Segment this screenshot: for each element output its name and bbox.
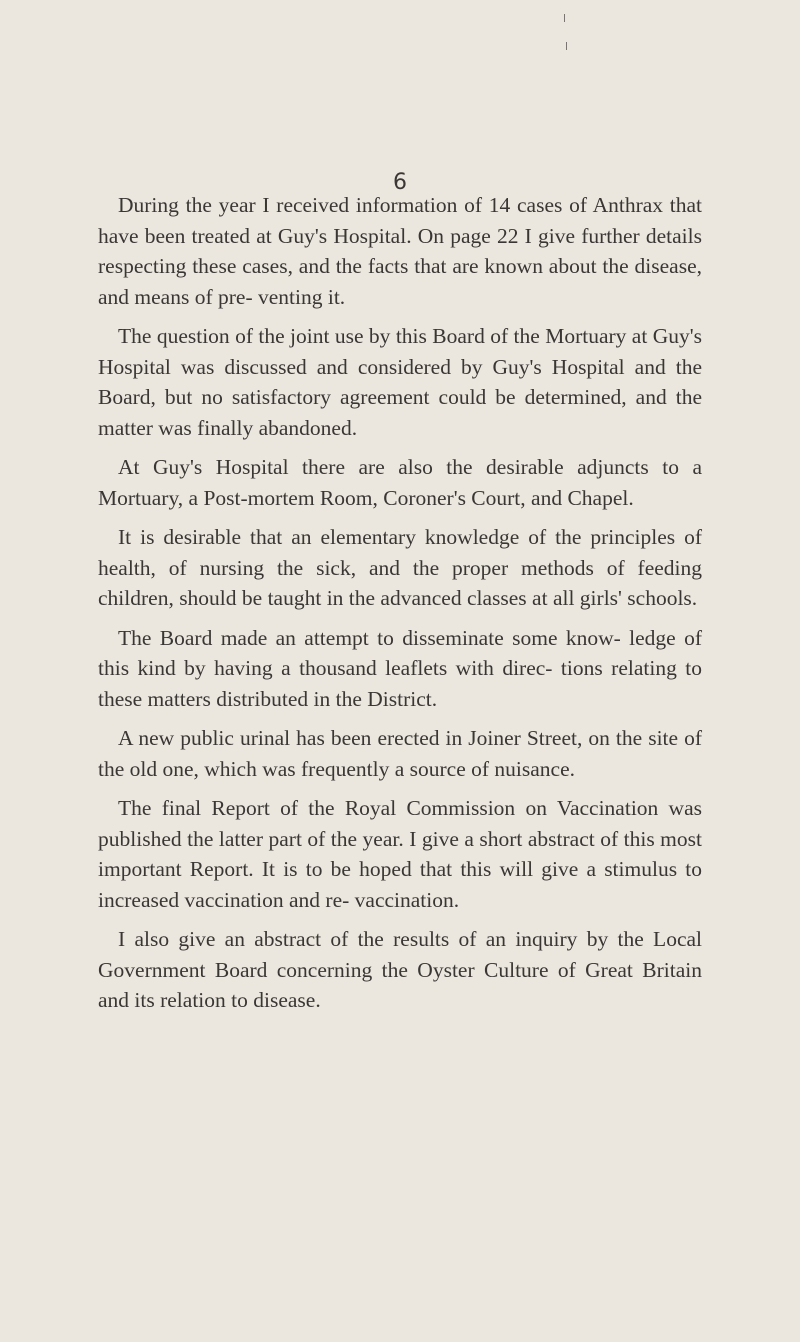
- paragraph-vaccination: The final Report of the Royal Commission on Vaccination was published the latter part of the year. I give a short abstract of this most important Report. It is to be hoped that this will give a stimulus to increased vaccination and re- vaccination.: [98, 796, 702, 912]
- scan-mark: [566, 42, 567, 50]
- paragraph-oyster-culture: I also give an abstract of the results of an inquiry by the Local Government Board concerning the Oyster Culture of Great Britain and its relation to disease.: [98, 927, 702, 1012]
- body-text: [98, 190, 702, 1016]
- paragraph-health-education: It is desirable that an elementary knowledge of the principles of health, of nursing the sick, and the proper methods of feeding children, should be taught in the advanced classes at all girls' schools.: [98, 525, 702, 610]
- paragraph-leaflets: The Board made an attempt to disseminate some know- ledge of this kind by having a thousand leaflets with direc- tions relating to these matters distributed in the District.: [98, 625, 702, 711]
- paragraph-urinal: A new public urinal has been erected in Joiner Street, on the site of the old one, which was frequently a source of nuisance.: [98, 726, 702, 781]
- paragraph-mortuary: The question of the joint use by this Board of the Mortuary at Guy's Hospital was discussed and considered by Guy's Hospital and the Board, but no satisfactory agreement could be determined, and the matter was finally abandoned.: [98, 324, 702, 440]
- paragraph-anthrax: During the year I received information of 14 cases of Anthrax that have been treated at Guy's Hospital. On page 22 I give further details respecting these cases, and the facts that are known about the disease, and means of pre- venting it.: [98, 193, 702, 309]
- scan-mark: [564, 14, 565, 22]
- page-number: 6: [393, 170, 407, 195]
- paragraph-adjuncts: At Guy's Hospital there are also the desirable adjuncts to a Mortuary, a Post-mortem Room, Coroner's Court, and Chapel.: [98, 455, 702, 510]
